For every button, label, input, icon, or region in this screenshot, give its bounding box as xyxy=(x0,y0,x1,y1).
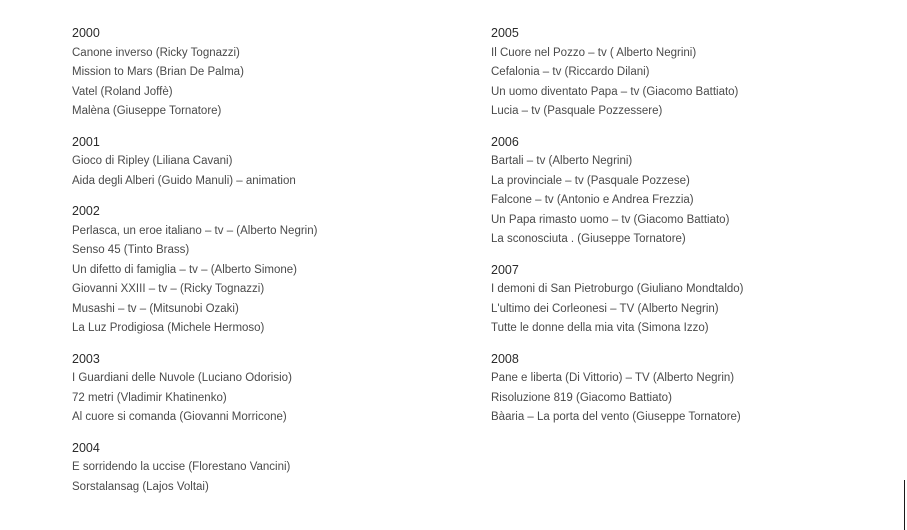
year-heading: 2005 xyxy=(491,26,519,40)
year-heading: 2004 xyxy=(72,440,100,455)
year-section xyxy=(72,439,472,498)
film-entry: Mission to Mars (Brian De Palma) xyxy=(72,66,244,78)
film-entry: Al cuore si comanda (Giovanni Morricone) xyxy=(72,411,287,423)
film-list xyxy=(491,369,891,428)
edge-divider xyxy=(904,480,905,530)
film-list xyxy=(72,458,472,497)
film-entry: Giovanni XXIII – tv – (Ricky Tognazzi) xyxy=(72,283,265,295)
year-section xyxy=(72,24,472,122)
film-entry: Gioco di Ripley (Liliana Cavani) xyxy=(72,155,233,167)
film-entry: Il Cuore nel Pozzo – tv ( Alberto Negrini) xyxy=(491,46,697,59)
film-entry: Senso 45 (Tinto Brass) xyxy=(72,244,190,256)
film-entry: Risoluzione 819 (Giacomo Battiato) xyxy=(491,391,672,404)
year-heading: 2002 xyxy=(72,204,100,218)
film-list xyxy=(72,44,472,122)
film-entry: Lucia – tv (Pasquale Pozzessere) xyxy=(491,105,663,117)
year-section xyxy=(491,350,891,428)
film-entry: Un Papa rimasto uomo – tv (Giacomo Battiato) xyxy=(491,213,730,226)
year-heading: 2006 xyxy=(491,134,519,149)
film-entry: Bàaria – La porta del vento (Giuseppe Tornatore) xyxy=(491,411,741,423)
film-list xyxy=(72,152,472,191)
film-entry: Tutte le donne della mia vita (Simona Izzo) xyxy=(491,322,709,334)
film-list xyxy=(491,280,891,339)
film-entry: 72 metri (Vladimir Khatinenko) xyxy=(72,391,227,404)
year-section xyxy=(491,261,891,339)
film-entry: Vatel (Roland Joffè) xyxy=(72,85,173,98)
filmography-column-right xyxy=(491,24,891,439)
film-list xyxy=(72,369,472,428)
film-entry: Canone inverso (Ricky Tognazzi) xyxy=(72,46,240,59)
film-entry: Un uomo diventato Papa – tv (Giacomo Battiato) xyxy=(491,85,739,98)
year-heading: 2007 xyxy=(491,262,519,277)
year-section xyxy=(491,133,891,250)
filmography-column-left xyxy=(72,24,472,508)
year-heading: 2000 xyxy=(72,26,100,40)
year-section xyxy=(72,133,472,192)
film-entry: Falcone – tv (Antonio e Andrea Frezzia) xyxy=(491,194,694,206)
year-heading: 2001 xyxy=(72,134,100,149)
year-heading: 2003 xyxy=(72,351,100,366)
year-section xyxy=(491,24,891,122)
film-entry: Cefalonia – tv (Riccardo Dilani) xyxy=(491,66,650,78)
year-section xyxy=(72,202,472,339)
film-entry: Perlasca, un eroe italiano – tv – (Alberto Negrin) xyxy=(72,224,318,237)
film-entry: I demoni di San Pietroburgo (Giuliano Mondtaldo) xyxy=(491,283,744,295)
film-entry: Un difetto di famiglia – tv – (Alberto Simone) xyxy=(72,263,297,276)
film-entry: E sorridendo la uccise (Florestano Vancini) xyxy=(72,461,291,473)
film-list xyxy=(491,44,891,122)
film-entry: La Luz Prodigiosa (Michele Hermoso) xyxy=(72,322,265,334)
year-section xyxy=(72,350,472,428)
film-entry: Bartali – tv (Alberto Negrini) xyxy=(491,155,633,167)
film-entry: Aida degli Alberi (Guido Manuli) – animation xyxy=(72,174,296,187)
film-entry: L'ultimo dei Corleonesi – TV (Alberto Negrin) xyxy=(491,302,719,315)
film-entry: Pane e liberta (Di Vittorio) – TV (Alberto Negrin) xyxy=(491,372,735,384)
year-heading: 2008 xyxy=(491,351,519,366)
film-list xyxy=(491,152,891,250)
film-entry: La sconosciuta . (Giuseppe Tornatore) xyxy=(491,233,686,245)
film-entry: Malèna (Giuseppe Tornatore) xyxy=(72,105,222,117)
film-entry: Sorstalansag (Lajos Voltai) xyxy=(72,480,209,493)
film-entry: Musashi – tv – (Mitsunobi Ozaki) xyxy=(72,302,239,315)
film-entry: La provinciale – tv (Pasquale Pozzese) xyxy=(491,174,690,187)
film-entry: I Guardiani delle Nuvole (Luciano Odorisio) xyxy=(72,372,292,384)
film-list xyxy=(72,222,472,339)
